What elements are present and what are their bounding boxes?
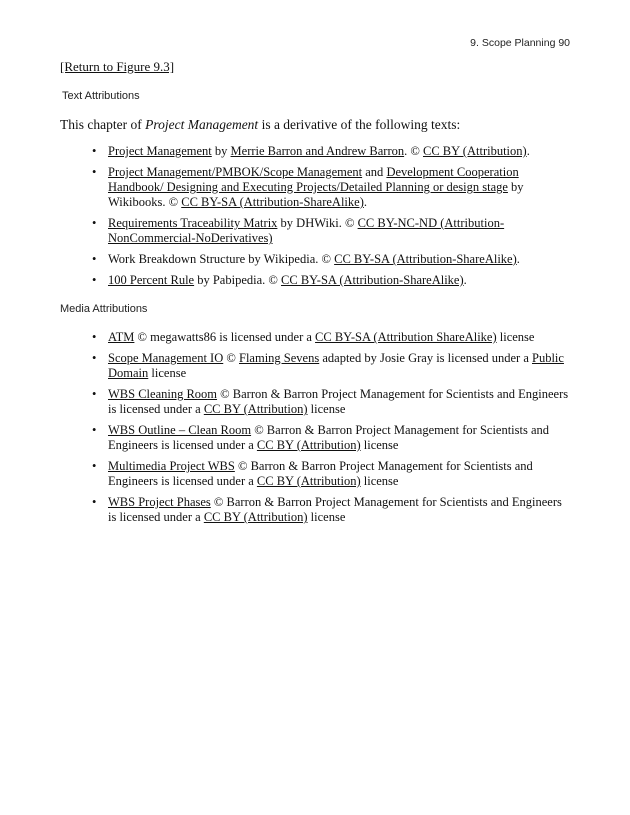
attribution-text: license xyxy=(496,330,535,344)
attribution-link[interactable]: CC BY (Attribution) xyxy=(256,438,361,452)
bullet-icon: • xyxy=(92,459,97,473)
bullet-icon: • xyxy=(92,252,97,266)
attribution-text: by DHWiki. © xyxy=(277,216,358,230)
intro-book-title: Project Management xyxy=(145,117,259,132)
intro-paragraph xyxy=(60,117,460,133)
attribution-text: license xyxy=(148,366,187,380)
attribution-link[interactable]: CC BY (Attribution) xyxy=(256,474,361,488)
attribution-text: © Barron & Barron Project Management for Scientists and Engineers is licensed under a xyxy=(108,423,550,452)
attribution-text: © megawatts86 is licensed under a xyxy=(134,330,316,344)
attribution-link[interactable]: 100 Percent Rule xyxy=(108,273,195,287)
attribution-item xyxy=(92,423,572,453)
attribution-link[interactable]: Development Cooperation Handbook/ Designing and Executing Projects/Detailed Planning or design stage xyxy=(108,165,519,194)
attribution-link[interactable]: WBS Project Phases xyxy=(108,495,211,509)
attribution-link[interactable]: Scope Management IO xyxy=(108,351,224,365)
attribution-link[interactable]: WBS Outline – Clean Room xyxy=(108,423,252,437)
bullet-icon: • xyxy=(92,495,97,509)
attribution-link[interactable]: CC BY-SA (Attribution-ShareAlike) xyxy=(334,252,517,266)
bullet-icon: • xyxy=(92,330,97,344)
attribution-text: . xyxy=(516,252,520,266)
attribution-item xyxy=(92,387,572,417)
attribution-item xyxy=(92,273,572,288)
bullet-icon: • xyxy=(92,216,97,230)
attribution-text: . © xyxy=(404,144,423,158)
attribution-link[interactable]: Project Management xyxy=(108,144,212,158)
attribution-link[interactable]: Multimedia Project WBS xyxy=(108,459,235,473)
attribution-text: © xyxy=(223,351,239,365)
attribution-link[interactable]: Flaming Sevens xyxy=(239,351,320,365)
attribution-text: © Barron & Barron Project Management for Scientists and Engineers is licensed under a xyxy=(108,459,533,488)
attribution-text: by Wikibooks. © xyxy=(108,180,524,209)
attribution-link[interactable]: CC BY (Attribution) xyxy=(203,510,308,524)
attribution-item xyxy=(92,330,572,345)
attribution-text: by Pabipedia. © xyxy=(194,273,282,287)
attribution-text: license xyxy=(360,474,399,488)
running-header: 9. Scope Planning 90 xyxy=(470,37,570,49)
attribution-text: and xyxy=(362,165,387,179)
attribution-link[interactable]: CC BY-SA (Attribution ShareAlike) xyxy=(315,330,497,344)
bullet-icon: • xyxy=(92,351,97,365)
attribution-text: © Barron & Barron Project Management for Scientists and Engineers is licensed under a xyxy=(108,495,562,524)
attribution-text: license xyxy=(360,438,399,452)
attribution-item xyxy=(92,216,572,246)
attribution-link[interactable]: ATM xyxy=(108,330,135,344)
attribution-text: . xyxy=(526,144,530,158)
attribution-link[interactable]: Public Domain xyxy=(108,351,564,380)
return-to-figure-link[interactable]: [Return to Figure 9.3] xyxy=(60,59,175,74)
attribution-text: Work Breakdown Structure by Wikipedia. © xyxy=(108,252,335,266)
bullet-icon: • xyxy=(92,144,97,158)
bullet-icon: • xyxy=(92,273,97,287)
attribution-item xyxy=(92,165,572,210)
attribution-text: license xyxy=(307,402,346,416)
attribution-link[interactable]: Requirements Traceability Matrix xyxy=(108,216,278,230)
attribution-item xyxy=(92,459,572,489)
attribution-link[interactable]: WBS Cleaning Room xyxy=(108,387,218,401)
attribution-item xyxy=(92,144,572,159)
attribution-link[interactable]: CC BY (Attribution) xyxy=(422,144,527,158)
media-attributions-list xyxy=(92,330,572,531)
attribution-item xyxy=(92,351,572,381)
attribution-text: . xyxy=(363,195,367,209)
attribution-text: . xyxy=(463,273,467,287)
attribution-link[interactable]: Project Management/PMBOK/Scope Management xyxy=(108,165,363,179)
attribution-text: license xyxy=(307,510,346,524)
text-attributions-list xyxy=(92,144,572,294)
bullet-icon: • xyxy=(92,387,97,401)
attribution-link[interactable]: CC BY-NC-ND (Attribution-NonCommercial-NoDerivatives) xyxy=(108,216,505,245)
media-attributions-heading: Media Attributions xyxy=(60,303,148,315)
attribution-text: © Barron & Barron Project Management for Scientists and Engineers is licensed under a xyxy=(108,387,569,416)
text-attributions-heading: Text Attributions xyxy=(62,90,140,102)
bullet-icon: • xyxy=(92,423,97,437)
attribution-link[interactable]: CC BY (Attribution) xyxy=(203,402,308,416)
intro-after: is a derivative of the following texts: xyxy=(258,117,461,132)
attribution-item xyxy=(92,495,572,525)
intro-before: This chapter of xyxy=(60,117,146,132)
attribution-link[interactable]: CC BY-SA (Attribution-ShareAlike) xyxy=(181,195,364,209)
attribution-link[interactable]: Merrie Barron and Andrew Barron xyxy=(230,144,405,158)
attribution-text: adapted by Josie Gray is licensed under a xyxy=(319,351,532,365)
attribution-link[interactable]: CC BY-SA (Attribution-ShareAlike) xyxy=(281,273,464,287)
bullet-icon: • xyxy=(92,165,97,179)
attribution-text: by xyxy=(211,144,231,158)
attribution-item xyxy=(92,252,572,267)
